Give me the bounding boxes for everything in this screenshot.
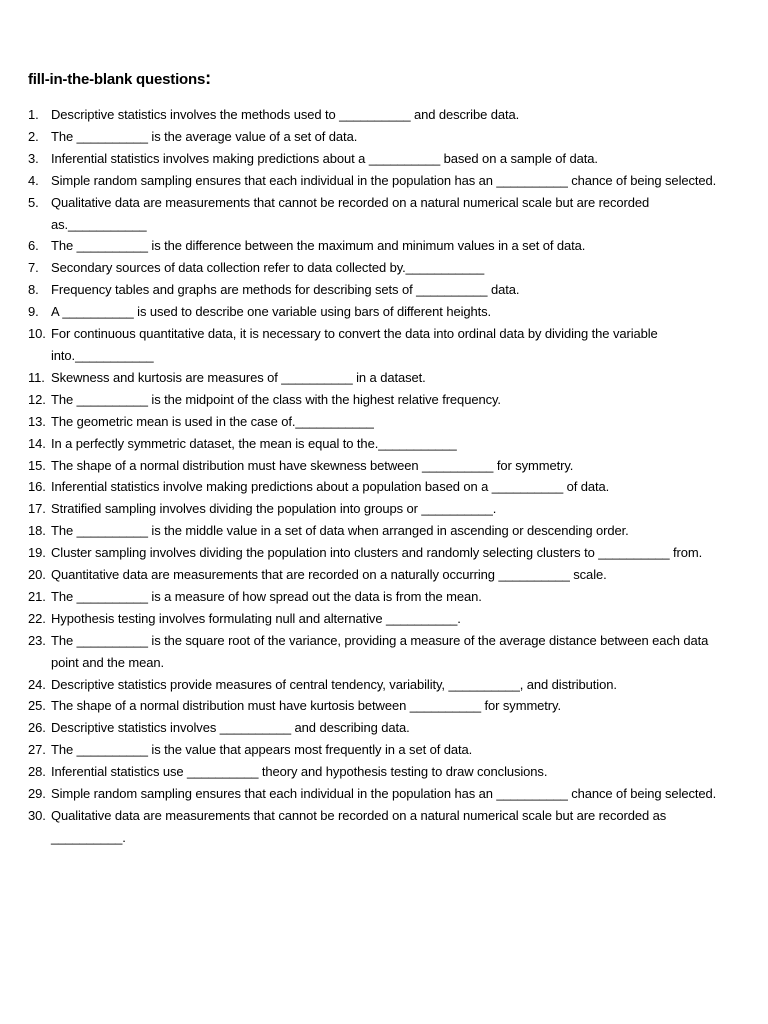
- question-number: 17.: [28, 501, 46, 517]
- question-number: 19.: [28, 545, 46, 561]
- question-list: [28, 104, 728, 849]
- question-number: 14.: [28, 435, 46, 451]
- question-item: [28, 586, 728, 608]
- question-number: 2.: [28, 128, 39, 144]
- question-item: [28, 805, 728, 849]
- question-text: Qualitative data are measurements that cannot be recorded on a natural numerical scale but are recorded as __________.: [51, 808, 667, 845]
- question-item: [28, 455, 728, 477]
- question-number: 4.: [28, 172, 39, 188]
- question-text: Secondary sources of data collection refer to data collected by.___________: [51, 260, 485, 276]
- question-text: The __________ is the middle value in a set of data when arranged in ascending or descending order.: [51, 523, 629, 539]
- question-text: In a perfectly symmetric dataset, the mean is equal to the.___________: [51, 435, 457, 451]
- question-text: Frequency tables and graphs are methods for describing sets of __________ data.: [51, 282, 520, 298]
- question-item: [28, 126, 728, 148]
- question-number: 1.: [28, 107, 39, 122]
- question-number: 10.: [28, 326, 46, 342]
- question-text: Hypothesis testing involves formulating null and alternative __________.: [51, 610, 461, 626]
- question-item: [28, 542, 728, 564]
- question-item: [28, 279, 728, 301]
- question-number: 29.: [28, 786, 46, 802]
- question-number: 7.: [28, 260, 39, 276]
- question-number: 30.: [28, 808, 46, 823]
- question-text: Simple random sampling ensures that each individual in the population has an __________ chance of being selected.: [51, 786, 717, 802]
- page-title: [28, 68, 211, 89]
- question-item: [28, 389, 728, 411]
- question-number: 22.: [28, 610, 46, 626]
- question-item: [28, 608, 728, 630]
- question-text: The shape of a normal distribution must have kurtosis between __________ for symmetry.: [51, 698, 561, 714]
- question-text: Skewness and kurtosis are measures of __________ in a dataset.: [51, 369, 426, 385]
- question-number: 21.: [28, 588, 46, 604]
- question-number: 12.: [28, 391, 46, 407]
- question-text: A __________ is used to describe one variable using bars of different heights.: [51, 304, 492, 320]
- question-number: 23.: [28, 632, 46, 648]
- question-text: The __________ is the midpoint of the class with the highest relative frequency.: [51, 391, 501, 407]
- question-text: Inferential statistics involves making predictions about a __________ based on a sample of data.: [51, 150, 598, 166]
- question-text: The __________ is a measure of how spread out the data is from the mean.: [51, 588, 482, 604]
- question-text: Descriptive statistics involves the methods used to __________ and describe data.: [51, 107, 520, 122]
- question-item: [28, 520, 728, 542]
- question-number: 11.: [28, 369, 45, 385]
- question-text: The geometric mean is used in the case of.___________: [51, 413, 374, 429]
- question-item: [28, 739, 728, 761]
- question-text: Inferential statistics use __________ theory and hypothesis testing to draw conclusions.: [51, 764, 548, 780]
- question-item: [28, 630, 728, 674]
- question-item: [28, 695, 728, 717]
- question-item: [28, 564, 728, 586]
- question-number: 16.: [28, 479, 46, 495]
- question-text: The __________ is the difference between the maximum and minimum values in a set of data.: [51, 238, 586, 254]
- question-text: Descriptive statistics provide measures of central tendency, variability, __________, and distribution.: [51, 676, 617, 692]
- question-number: 6.: [28, 238, 39, 254]
- question-text: Quantitative data are measurements that are recorded on a naturally occurring __________ scale.: [51, 567, 607, 583]
- question-item: [28, 148, 728, 170]
- question-item: [28, 257, 728, 279]
- question-number: 3.: [28, 150, 39, 166]
- question-item: [28, 170, 728, 192]
- question-text: The __________ is the square root of the variance, providing a measure of the average distance between each data point and the mean.: [51, 632, 709, 670]
- question-item: [28, 783, 728, 805]
- question-item: [28, 717, 728, 739]
- question-item: [28, 104, 728, 126]
- question-text: Simple random sampling ensures that each individual in the population has an __________ chance of being selected.: [51, 172, 717, 188]
- question-item: [28, 192, 728, 236]
- question-number: 27.: [28, 742, 46, 758]
- question-text: For continuous quantitative data, it is necessary to convert the data into ordinal data by dividing the variable into.___________: [51, 326, 658, 363]
- question-number: 26.: [28, 720, 46, 736]
- question-number: 24.: [28, 676, 46, 692]
- question-item: [28, 433, 728, 455]
- question-number: 9.: [28, 304, 39, 320]
- question-number: 13.: [28, 413, 46, 429]
- title-colon: :: [205, 68, 211, 88]
- question-text: Descriptive statistics involves __________ and describing data.: [51, 720, 410, 736]
- question-item: [28, 235, 728, 257]
- question-number: 18.: [28, 523, 46, 539]
- question-item: [28, 498, 728, 520]
- question-number: 15.: [28, 457, 46, 473]
- question-text: The __________ is the value that appears most frequently in a set of data.: [51, 742, 473, 758]
- question-item: [28, 367, 728, 389]
- question-text: Stratified sampling involves dividing the population into groups or __________.: [51, 501, 497, 517]
- question-item: [28, 674, 728, 696]
- question-text: Qualitative data are measurements that cannot be recorded on a natural numerical scale but are recorded as.___________: [51, 194, 650, 232]
- question-item: [28, 476, 728, 498]
- question-number: 25.: [28, 698, 46, 714]
- question-number: 5.: [28, 194, 39, 210]
- question-item: [28, 761, 728, 783]
- question-text: Inferential statistics involve making predictions about a population based on a __________ of data.: [51, 479, 610, 495]
- question-item: [28, 323, 728, 367]
- question-item: [28, 301, 728, 323]
- question-text: The __________ is the average value of a set of data.: [51, 128, 358, 144]
- title-text: fill-in-the-blank questions: [28, 71, 206, 88]
- question-number: 8.: [28, 282, 39, 298]
- question-item: [28, 411, 728, 433]
- question-text: The shape of a normal distribution must have skewness between __________ for symmetry.: [51, 457, 574, 473]
- question-number: 20.: [28, 567, 46, 583]
- question-number: 28.: [28, 764, 46, 780]
- question-text: Cluster sampling involves dividing the population into clusters and randomly selecting clusters to __________ from.: [51, 545, 703, 561]
